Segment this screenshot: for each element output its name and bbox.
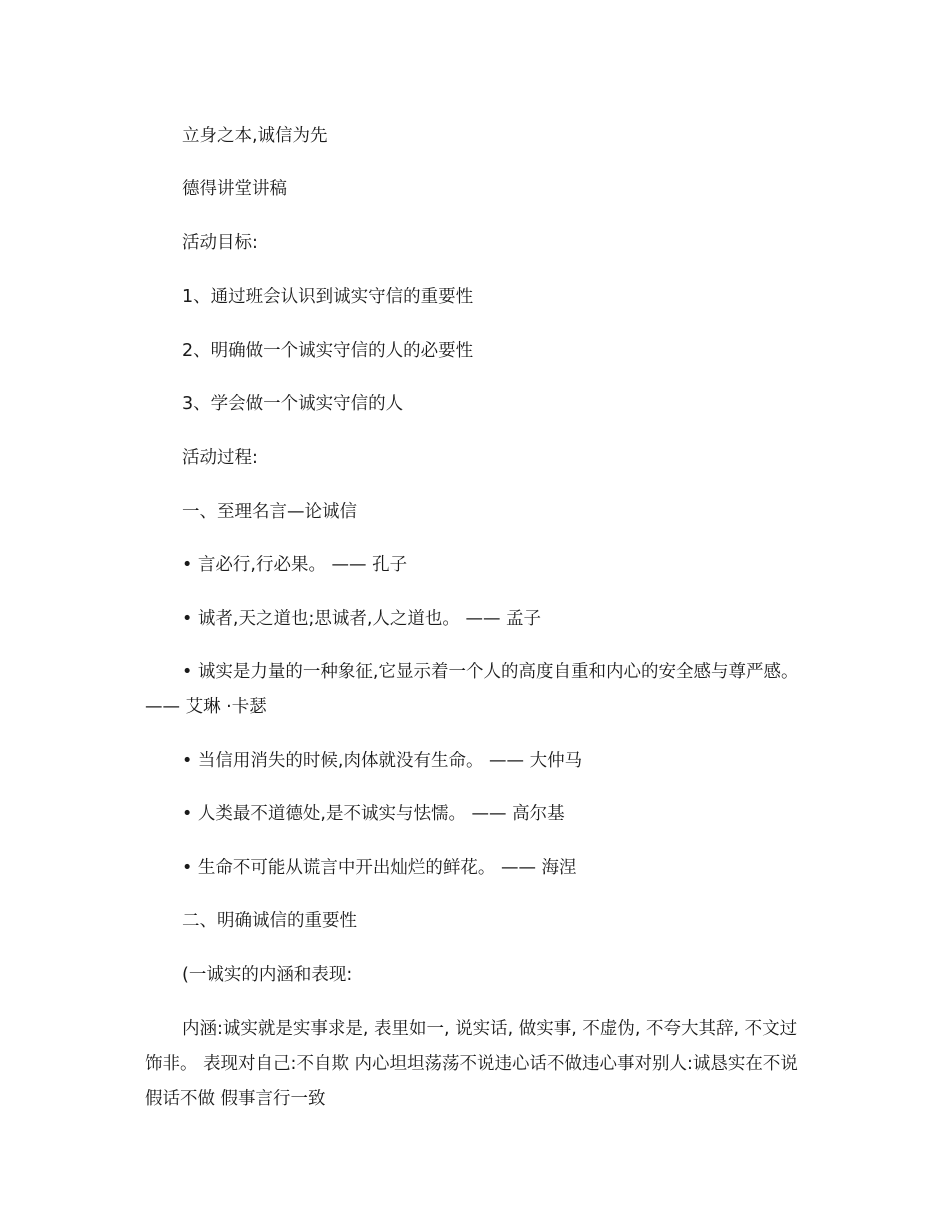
quote-item: • 诚实是力量的一种象征,它显示着一个人的高度自重和内心的安全感与尊严感。 —— 艾琳 ·卡瑟	[145, 662, 799, 717]
goal-item: 3、学会做一个诚实守信的人	[182, 394, 404, 414]
subsection-heading: (一诚实的内涵和表现:	[182, 965, 353, 985]
quote-item: • 当信用消失的时候,肉体就没有生命。 —— 大仲马	[182, 751, 583, 771]
section-heading: 二、明确诚信的重要性	[182, 911, 357, 931]
goal-item: 1、通过班会认识到诚实守信的重要性	[182, 287, 474, 307]
goals-heading: 活动目标:	[182, 233, 258, 253]
section-heading: 一、至理名言—论诚信	[182, 502, 357, 522]
document-subtitle: 德得讲堂讲稿	[182, 179, 287, 199]
quote-item: • 言必行,行必果。 —— 孔子	[182, 555, 408, 575]
quote-item: • 生命不可能从谎言中开出灿烂的鲜花。 —— 海涅	[182, 858, 577, 878]
connotation-paragraph: 内涵:诚实就是实事求是, 表里如一, 说实话, 做实事, 不虚伪, 不夸大其辞, 不文过饰非。 表现对自己:不自欺 内心坦坦荡荡不说违心话不做违心事对别人:诚恳实在不说假话不做 假事言行一致	[145, 1019, 798, 1109]
goal-item: 2、明确做一个诚实守信的人的必要性	[182, 341, 474, 361]
quote-item: • 诚者,天之道也;思诚者,人之道也。 —— 孟子	[182, 609, 542, 629]
process-heading: 活动过程:	[182, 448, 258, 468]
quote-item: • 人类最不道德处,是不诚实与怯懦。 —— 高尔基	[182, 804, 565, 824]
document-title: 立身之本,诚信为先	[182, 126, 328, 146]
